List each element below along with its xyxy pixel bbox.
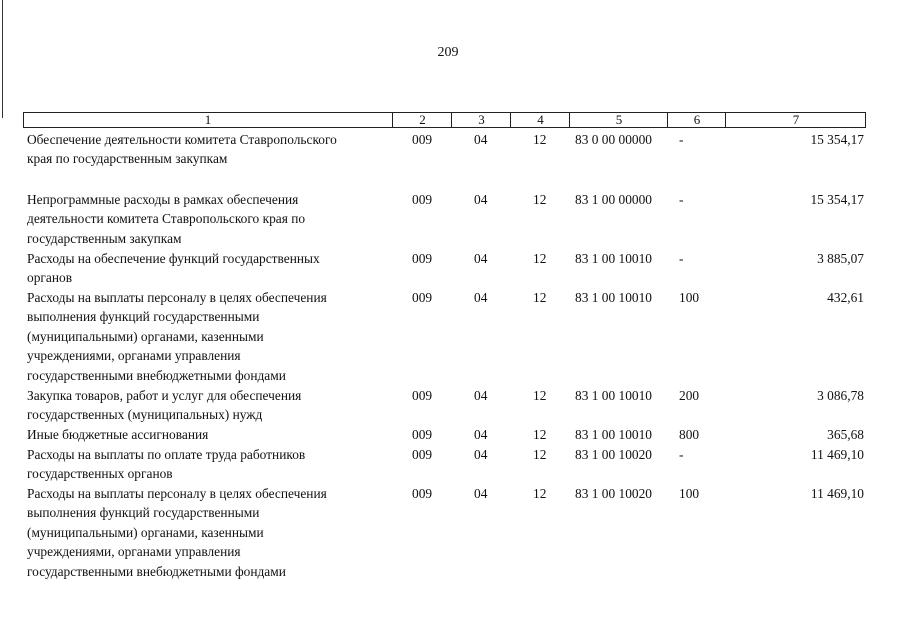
row-ministry-code: 009 [412, 251, 433, 266]
row-description-line: Иные бюджетные ассигнования [27, 427, 209, 442]
row-description-line: государственных органов [27, 466, 173, 482]
row-subsection-code: 12 [533, 447, 547, 462]
row-description-line: (муниципальными) органами, казенными [27, 524, 264, 540]
row-description-line: государственными внебюджетными фондами [27, 563, 286, 579]
row-amount: 11 469,10 [810, 486, 864, 501]
row-description-line: Расходы на выплаты персоналу в целях обеспечения [27, 486, 327, 501]
row-description-line: учреждениями, органами управления [27, 348, 241, 364]
row-description [27, 445, 387, 484]
row-description-line: органов [27, 270, 73, 286]
row-target-article: 83 1 00 10020 [575, 486, 652, 501]
row-description [27, 386, 387, 425]
row-description-line: Расходы на выплаты по оплате труда работников [27, 447, 306, 462]
row-description [27, 249, 387, 288]
row-amount: 3 885,07 [817, 251, 864, 266]
row-section-code: 04 [474, 447, 488, 462]
row-section-code: 04 [474, 486, 488, 501]
budget-table [23, 112, 866, 579]
row-amount: 3 086,78 [817, 388, 864, 403]
row-description-line: деятельности комитета Ставропольского края по [27, 211, 306, 227]
row-section-code: 04 [474, 290, 488, 305]
row-subsection-code: 12 [533, 251, 547, 266]
row-ministry-code: 009 [412, 192, 433, 207]
row-description-line: учреждениями, органами управления [27, 544, 241, 560]
row-description [27, 288, 387, 385]
header-col-2: 2 [392, 113, 452, 127]
row-section-code: 04 [474, 251, 488, 266]
row-ministry-code: 009 [412, 486, 433, 501]
row-description-line: Расходы на обеспечение функций государственных [27, 251, 320, 266]
row-description [27, 190, 387, 248]
row-amount: 15 354,17 [810, 132, 864, 147]
row-amount: 365,68 [827, 427, 864, 442]
row-expense-type: 100 [679, 290, 700, 305]
header-col-3: 3 [451, 113, 511, 127]
row-description-line: Расходы на выплаты персоналу в целях обеспечения [27, 290, 327, 305]
row-ministry-code: 009 [412, 290, 433, 305]
row-target-article: 83 1 00 10010 [575, 251, 652, 266]
header-col-6: 6 [667, 113, 726, 127]
row-amount: 432,61 [827, 290, 864, 305]
header-col-1: 1 [204, 112, 212, 127]
row-description-line: государственным закупкам [27, 230, 182, 246]
row-expense-type: 100 [679, 486, 700, 501]
row-subsection-code: 12 [533, 388, 547, 403]
row-description-line: государственными внебюджетными фондами [27, 367, 286, 383]
row-section-code: 04 [474, 388, 488, 403]
row-expense-type: - [679, 251, 684, 266]
row-ministry-code: 009 [412, 132, 433, 147]
row-description-line: Обеспечение деятельности комитета Ставропольского [27, 132, 337, 147]
row-section-code: 04 [474, 192, 488, 207]
row-target-article: 83 1 00 10010 [575, 427, 652, 442]
page-number: 209 [437, 45, 459, 60]
header-col-4: 4 [510, 113, 570, 127]
row-description [27, 484, 387, 581]
row-description-line: Непрограммные расходы в рамках обеспечения [27, 192, 299, 207]
row-target-article: 83 0 00 00000 [575, 132, 652, 147]
row-section-code: 04 [474, 427, 488, 442]
row-subsection-code: 12 [533, 192, 547, 207]
row-ministry-code: 009 [412, 447, 433, 462]
row-description-line: выполнения функций государственными [27, 309, 260, 325]
row-description-line: края по государственным закупкам [27, 151, 228, 167]
table-header-row [23, 112, 866, 128]
row-description-line: государственных (муниципальных) нужд [27, 407, 263, 423]
row-section-code: 04 [474, 132, 488, 147]
row-ministry-code: 009 [412, 427, 433, 442]
row-description-line: Закупка товаров, работ и услуг для обеспечения [27, 388, 302, 403]
row-subsection-code: 12 [533, 486, 547, 501]
header-col-5: 5 [569, 113, 668, 127]
row-subsection-code: 12 [533, 427, 547, 442]
header-col-7: 7 [725, 113, 866, 127]
row-amount: 11 469,10 [810, 447, 864, 462]
row-expense-type: - [679, 447, 684, 462]
row-subsection-code: 12 [533, 132, 547, 147]
row-expense-type: 800 [679, 427, 700, 442]
row-amount: 15 354,17 [810, 192, 864, 207]
row-subsection-code: 12 [533, 290, 547, 305]
row-target-article: 83 1 00 10010 [575, 388, 652, 403]
row-description-line: (муниципальными) органами, казенными [27, 328, 264, 344]
row-target-article: 83 1 00 10020 [575, 447, 652, 462]
row-expense-type: - [679, 192, 684, 207]
row-description [27, 425, 387, 444]
row-description [27, 130, 387, 169]
row-expense-type: - [679, 132, 684, 147]
row-description-line: выполнения функций государственными [27, 505, 260, 521]
row-target-article: 83 1 00 10010 [575, 290, 652, 305]
row-ministry-code: 009 [412, 388, 433, 403]
row-expense-type: 200 [679, 388, 700, 403]
scan-margin-line [2, 0, 3, 118]
row-target-article: 83 1 00 00000 [575, 192, 652, 207]
